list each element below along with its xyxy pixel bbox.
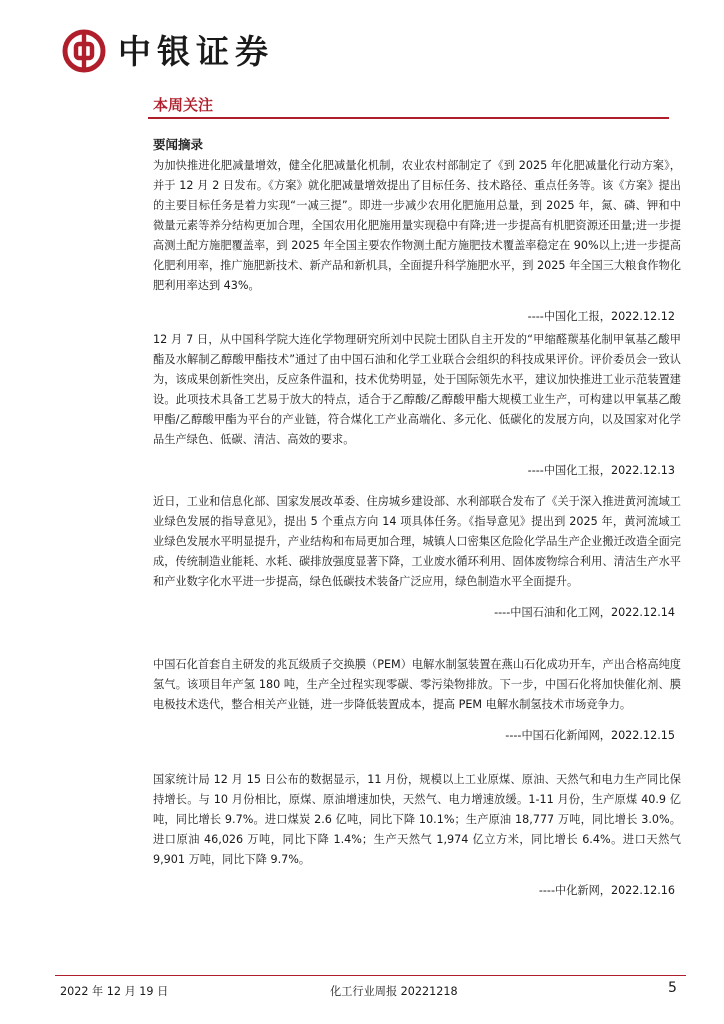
footer-report-title: 化工行业周报 20221218	[330, 985, 458, 998]
footer-divider	[55, 975, 686, 976]
news-source: ----中国石油和化工网，2022.12.14	[494, 606, 675, 619]
news-body: 中国石化首套自主研发的兆瓦级质子交换膜（PEM）电解水制氢装置在燕山石化成功开车，产出合格高纯度氢气。该项目年产氢 180 吨，生产全过程实现零碳、零污染物排放。下一步，中国石化将加快催化剂、膜电极技术迭代，整合相关产业链，进一步降低装置成本，提高 PEM 电解水制氢技术市场竞争力。	[153, 658, 681, 711]
page-number: 5	[668, 980, 677, 996]
news-item	[153, 492, 681, 623]
news-source: ----中国化工报，2022.12.12	[527, 310, 675, 323]
brand-name: 中银证券	[118, 31, 274, 71]
news-body: 12 月 7 日，从中国科学院大连化学物理研究所刘中民院士团队自主开发的“甲缩醛羰基化制甲氧基乙酸甲酯及水解制乙醇酸甲酯技术”通过了由中国石油和化学工业联合会组织的科技成果评价。评价委员会一致认为，该成果创新性突出，反应条件温和，技术优势明显，处于国际领先水平，建议加快推进工业示范装置建设。此项技术具备工艺易于放大的特点，适合于乙醇酸/乙醇酸甲酯大规模工业生产，可构建以甲氧基乙酸甲酯/乙醇酸甲酯为平台的产业链，符合煤化工产业高端化、多元化、低碳化的发展方向，以及国家对化学品生产绿色、低碳、清洁、高效的要求。	[153, 333, 681, 446]
news-item	[153, 330, 681, 481]
news-body: 近日，工业和信息化部、国家发展改革委、住房城乡建设部、水利部联合发布了《关于深入推进黄河流域工业绿色发展的指导意见》，提出 5 个重点方向 14 项具体任务。《指导意见》提出到 2025 年，黄河流域工业绿色发展水平明显提升，产业结构和布局更加合理，城镇人口密集区危险化学品生产企业搬迁改造全面完成，传统制造业能耗、水耗、碳排放强度显著下降，工业废水循环利用、固体废物综合利用、清洁生产水平和产业数字化水平进一步提高，绿色低碳技术装备广泛应用，绿色制造水平全面提升。	[153, 495, 681, 588]
news-item	[153, 770, 681, 901]
news-source: ----中化新网，2022.12.16	[538, 884, 675, 897]
boc-logo-icon	[62, 29, 106, 73]
news-item	[153, 156, 681, 327]
news-source: ----中国石化新闻网，2022.12.15	[505, 729, 675, 742]
sub-title: 要闻摘录	[153, 137, 204, 152]
section-divider	[148, 117, 669, 119]
news-body: 国家统计局 12 月 15 日公布的数据显示，11 月份，规模以上工业原煤、原油、天然气和电力生产同比保持增长。与 10 月份相比，原煤、原油增速加快，天然气、电力增速放缓。1-11 月份，生产原煤 40.9 亿吨，同比增长 9.7%。进口煤炭 2.6 亿吨，同比下降 10.1%；生产原油 18,777 万吨，同比增长 3.0%。进口原油 46,026 万吨，同比下降 1.4%；生产天然气 1,974 亿立方米，同比增长 6.4%。进口天然气 9,901 万吨，同比下降 9.7%。	[153, 773, 681, 866]
header	[62, 26, 274, 76]
news-item	[153, 655, 681, 746]
news-source: ----中国化工报，2022.12.13	[527, 464, 675, 477]
section-title: 本周关注	[153, 96, 214, 114]
news-body: 为加快推进化肥减量增效，健全化肥减量化机制，农业农村部制定了《到 2025 年化肥减量化行动方案》，并于 12 月 2 日发布。《方案》就化肥减量增效提出了目标任务、技术路径、重点任务等。该《方案》提出的主要目标任务是着力实现“一减三提”。即进一步减少农用化肥施用总量，到 2025 年，氮、磷、钾和中微量元素等养分结构更加合理，全国农用化肥施用量实现稳中有降;进一步提高有机肥资源还田量;进一步提高测土配方施肥覆盖率，到 2025 年全国主要农作物测土配方施肥技术覆盖率稳定在 90%以上;进一步提高化肥利用率，推广施肥新技术、新产品和新机具，全面提升科学施肥水平，到 2025 年全国三大粮食作物化肥利用率达到 43%。	[153, 159, 681, 292]
footer-date: 2022 年 12 月 19 日	[60, 985, 169, 998]
